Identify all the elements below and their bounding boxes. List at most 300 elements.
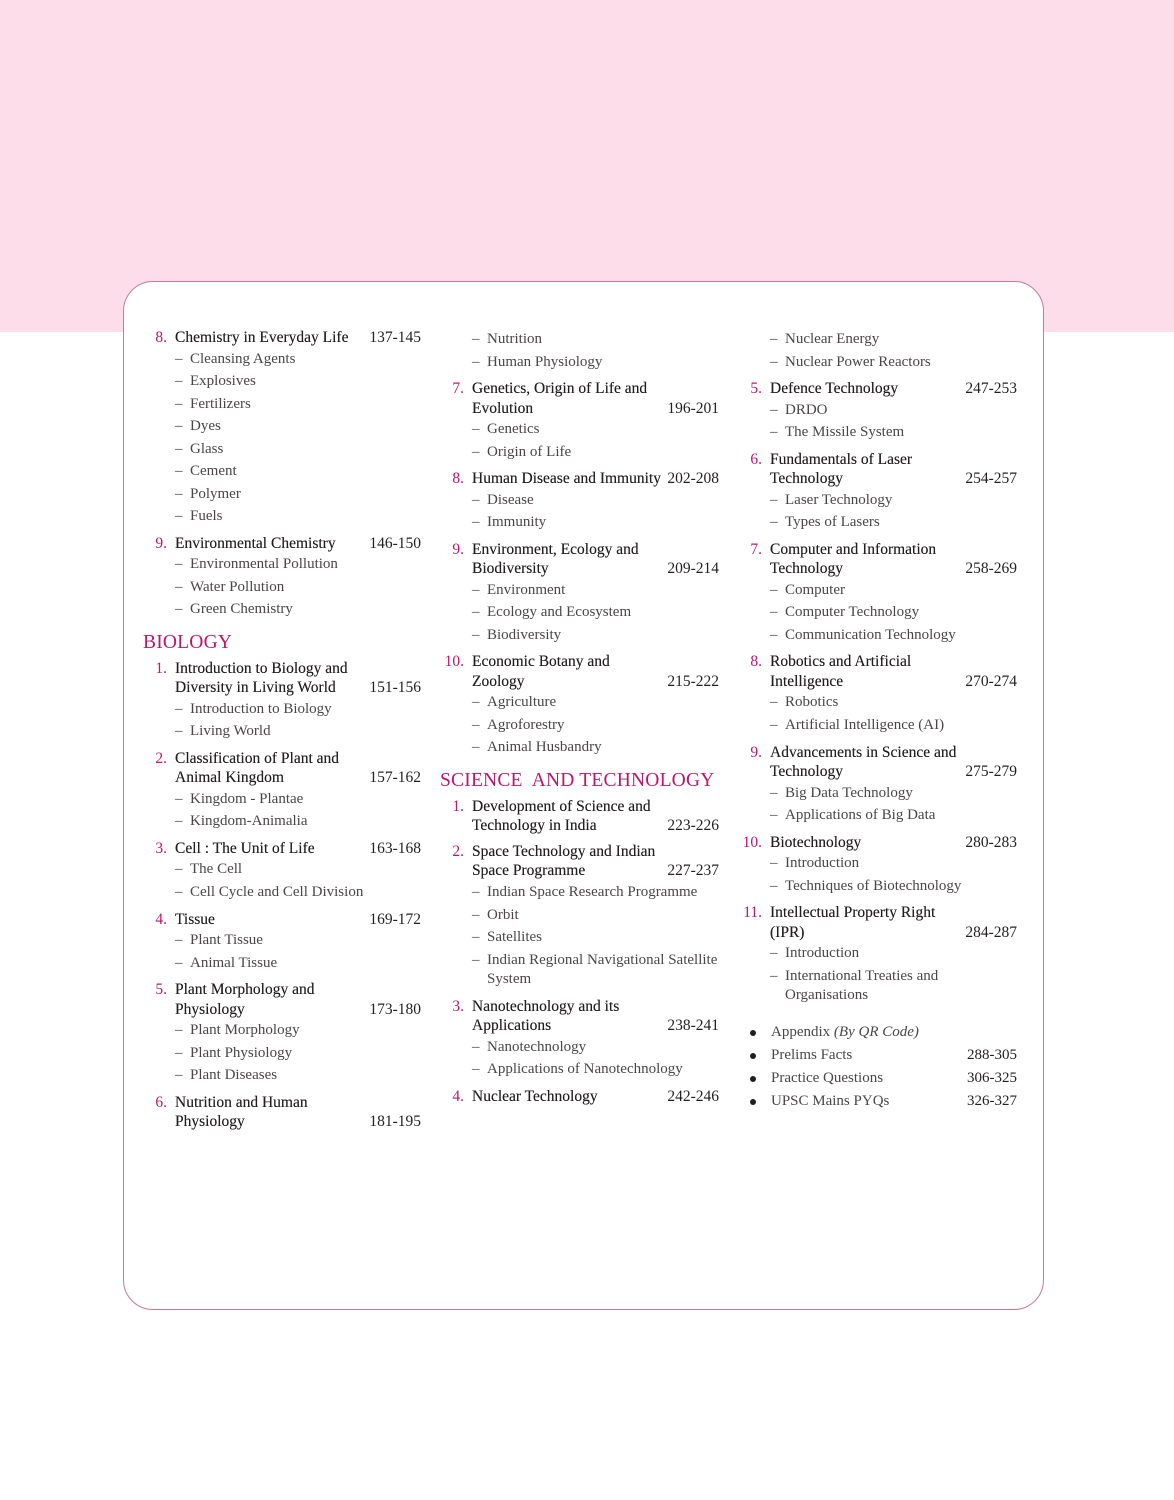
dash-icon: –: [770, 581, 778, 598]
sub-topic[interactable]: [738, 399, 1017, 422]
sub-topic-label: Biodiversity: [487, 626, 562, 643]
sub-topic-label: Applications of Nanotechnology: [487, 1061, 683, 1077]
dash-icon: –: [175, 373, 183, 389]
sub-topic[interactable]: [738, 489, 1017, 512]
dash-icon: –: [472, 353, 480, 370]
sub-topic[interactable]: [738, 579, 1017, 602]
sub-topic-label: Agriculture: [487, 694, 557, 710]
sub-topic-label: Plant Diseases: [190, 1067, 278, 1083]
sub-topic-label: Plant Physiology: [190, 1044, 293, 1061]
sub-topic[interactable]: [143, 505, 421, 528]
chapter-entry[interactable]: [738, 540, 1017, 647]
sub-topic-label: Animal Husbandry: [487, 739, 602, 755]
chapter-number: 7.: [452, 380, 464, 397]
chapter-title: Nuclear Technology: [472, 1088, 598, 1105]
chapter-heading[interactable]: [143, 1093, 421, 1132]
entry-list: [440, 797, 719, 1107]
entry-list: [738, 379, 1017, 1007]
sub-topic-list: [738, 942, 1017, 1007]
chapter-number: 7.: [750, 540, 762, 558]
chapter-title: Environment, Ecology and Biodiversity: [472, 540, 639, 577]
dash-icon: –: [175, 700, 183, 717]
sub-topic[interactable]: [440, 351, 719, 374]
sub-topic-label: The Cell: [190, 861, 243, 877]
chapter-title: Nanotechnology and its Applications: [472, 997, 620, 1034]
sub-topic[interactable]: [738, 691, 1017, 714]
sub-topic[interactable]: [440, 511, 719, 534]
chapter-heading[interactable]: [143, 980, 421, 1019]
chapter-number: 8.: [750, 653, 762, 670]
sub-topic-list: [143, 698, 421, 743]
sub-topic-label: Cement: [190, 463, 237, 479]
chapter-entry[interactable]: [143, 328, 421, 528]
sub-topic[interactable]: [440, 489, 719, 512]
sub-topic[interactable]: [143, 460, 421, 483]
sub-topic[interactable]: [440, 579, 719, 602]
sub-topic-label: Nuclear Power Reactors: [785, 353, 931, 370]
chapter-entry[interactable]: [440, 540, 719, 647]
dash-icon: –: [770, 716, 778, 733]
dash-icon: –: [472, 716, 480, 733]
sub-topic[interactable]: [738, 511, 1017, 534]
sub-topic-label: Orbit: [487, 906, 519, 923]
chapter-heading[interactable]: [738, 833, 1017, 853]
chapter-pages: 223-226: [667, 817, 719, 834]
sub-topic[interactable]: [143, 858, 421, 881]
carry-sub-list: [738, 328, 1017, 373]
sub-topic-list: [143, 929, 421, 974]
dash-icon: –: [770, 353, 778, 370]
sub-topic[interactable]: [143, 720, 421, 743]
chapter-entry[interactable]: [143, 534, 421, 621]
sub-topic[interactable]: [440, 1058, 719, 1081]
sub-topic[interactable]: [143, 415, 421, 438]
carry-sub-list: [440, 328, 719, 373]
dash-icon: –: [472, 604, 480, 620]
chapter-number: 6.: [155, 1093, 167, 1111]
dash-icon: –: [770, 401, 778, 418]
chapter-number: 9.: [750, 743, 762, 761]
dash-icon: –: [472, 421, 480, 437]
entry-list: [143, 659, 421, 1132]
chapter-title: Genetics, Origin of Life and Evolution: [472, 380, 648, 417]
sub-topic-label: Agroforestry: [487, 716, 565, 733]
chapter-title: Human Disease and Immunity: [472, 470, 661, 487]
sub-topic-label: Kingdom - Plantae: [190, 790, 304, 807]
sub-topic-label: Computer: [785, 581, 845, 598]
dash-icon: –: [175, 1067, 183, 1083]
chapter-entry[interactable]: [440, 1087, 719, 1107]
sub-topic-label: Computer Technology: [785, 604, 920, 620]
appendix-item[interactable]: [738, 1067, 1017, 1090]
sub-topic-label: Genetics: [487, 421, 540, 437]
sub-topic-label: Environmental Pollution: [190, 556, 338, 572]
chapter-number: 4.: [452, 1088, 464, 1105]
sub-topic[interactable]: [143, 698, 421, 721]
sub-topic[interactable]: [143, 483, 421, 506]
appendix-item[interactable]: [738, 1044, 1017, 1067]
contents-column-3: [738, 328, 1017, 1113]
chapter-title: Defence Technology: [770, 380, 899, 397]
chapter-number: 8.: [452, 470, 464, 487]
sub-topic[interactable]: [143, 810, 421, 833]
sub-topic-list: [738, 691, 1017, 737]
chapter-pages: 227-237: [667, 862, 719, 879]
dash-icon: –: [770, 514, 778, 530]
sub-topic-list: [738, 489, 1017, 534]
dash-icon: –: [770, 807, 778, 823]
sub-topic[interactable]: [738, 714, 1017, 737]
chapter-title: Chemistry in Everyday Life: [175, 329, 349, 346]
sub-topic-label: Artificial Intelligence (AI): [785, 716, 945, 733]
chapter-number: 2.: [452, 842, 464, 860]
chapter-number: 3.: [155, 839, 167, 857]
sub-topic[interactable]: [738, 421, 1017, 444]
sub-topic[interactable]: [143, 348, 421, 371]
sub-topic-label: Techniques of Biotechnology: [785, 877, 962, 894]
chapter-entry[interactable]: [738, 743, 1017, 827]
chapter-pages: 258-269: [965, 560, 1017, 577]
dash-icon: –: [472, 906, 480, 923]
sub-topic[interactable]: [440, 714, 719, 737]
chapter-pages: 196-201: [667, 399, 719, 417]
chapter-title: Environmental Chemistry: [175, 534, 336, 552]
dash-icon: –: [770, 626, 778, 643]
sub-topic[interactable]: [440, 601, 719, 624]
dash-icon: –: [175, 556, 183, 572]
dash-icon: –: [472, 883, 480, 900]
chapter-pages: 163-168: [369, 839, 421, 857]
dash-icon: –: [175, 813, 183, 829]
chapter-pages: 215-222: [667, 672, 719, 690]
dash-icon: –: [770, 855, 778, 871]
chapter-entry[interactable]: [440, 797, 719, 836]
chapter-pages: 137-145: [369, 329, 421, 346]
chapter-number: 2.: [155, 749, 167, 767]
sub-topic-label: Immunity: [487, 514, 547, 530]
chapter-heading[interactable]: [143, 328, 421, 348]
chapter-number: 4.: [155, 910, 167, 928]
chapter-heading[interactable]: [738, 903, 1017, 942]
sub-topic[interactable]: [440, 1036, 719, 1059]
dash-icon: –: [175, 954, 183, 971]
sub-topic[interactable]: [143, 929, 421, 952]
sub-topic-label: Green Chemistry: [190, 601, 293, 617]
dash-icon: –: [472, 581, 480, 598]
dash-icon: –: [770, 967, 778, 984]
sub-topic-label: Robotics: [785, 694, 839, 710]
chapter-entry[interactable]: [738, 379, 1017, 444]
chapter-title: Classification of Plant and Animal Kingdom: [175, 749, 340, 786]
chapter-entry[interactable]: [143, 659, 421, 743]
sub-topic[interactable]: [738, 601, 1017, 624]
chapter-pages: 254-257: [965, 470, 1017, 487]
chapter-pages: 284-287: [965, 923, 1017, 941]
sub-topic[interactable]: [738, 351, 1017, 374]
dash-icon: –: [175, 485, 183, 502]
sub-topic-list: [143, 858, 421, 904]
sub-topic-list: [440, 579, 719, 647]
sub-topic[interactable]: [738, 782, 1017, 805]
sub-topic-label: Glass: [190, 440, 224, 457]
sub-topic-label: Big Data Technology: [785, 784, 913, 801]
sub-topic[interactable]: [440, 926, 719, 949]
sub-topic[interactable]: [738, 965, 1017, 1007]
sub-topic[interactable]: [143, 438, 421, 461]
chapter-pages: 173-180: [369, 1000, 421, 1018]
sub-topic[interactable]: [143, 881, 421, 904]
sub-topic-label: Human Physiology: [487, 353, 603, 370]
sub-topic-label: Explosives: [190, 373, 256, 389]
sub-topic[interactable]: [143, 393, 421, 416]
appendix-pages: 306-325: [967, 1069, 1017, 1086]
chapter-heading[interactable]: [738, 450, 1017, 489]
sub-topic[interactable]: [143, 598, 421, 621]
appendix-label: Prelims Facts: [771, 1046, 853, 1063]
chapter-pages: 181-195: [369, 1113, 421, 1130]
appendix-item[interactable]: [738, 1090, 1017, 1113]
chapter-number: 6.: [750, 450, 762, 468]
sub-topic-list: [440, 1036, 719, 1082]
dash-icon: –: [770, 945, 778, 961]
section-heading-biology: BIOLOGY: [143, 631, 233, 653]
sub-topic-label: The Missile System: [785, 424, 905, 440]
dash-icon: –: [472, 626, 480, 643]
dash-icon: –: [472, 514, 480, 530]
chapter-entry[interactable]: [143, 839, 421, 904]
dash-icon: –: [175, 723, 183, 739]
dash-icon: –: [770, 784, 778, 801]
dash-icon: –: [175, 350, 183, 367]
sub-topic[interactable]: [440, 624, 719, 647]
chapter-pages: 202-208: [667, 470, 719, 487]
sub-topic-label: Polymer: [190, 485, 241, 502]
chapter-heading[interactable]: [143, 910, 421, 930]
chapter-heading[interactable]: [440, 797, 719, 836]
sub-topic-list: [440, 489, 719, 534]
chapter-title: Introduction to Biology and Diversity in Living World: [175, 659, 348, 696]
appendix-label: Appendix: [771, 1023, 831, 1040]
chapter-heading[interactable]: [738, 743, 1017, 782]
dash-icon: –: [472, 1061, 480, 1077]
sub-topic-label: Animal Tissue: [190, 954, 278, 971]
dash-icon: –: [175, 1044, 183, 1061]
chapter-pages: 157-162: [369, 769, 421, 786]
chapter-title: Development of Science and Technology in India: [472, 797, 651, 834]
sub-topic-label: Ecology and Ecosystem: [487, 604, 632, 620]
chapter-pages: 209-214: [667, 560, 719, 577]
chapter-number: 5.: [155, 981, 167, 998]
chapter-pages: 247-253: [965, 380, 1017, 397]
chapter-heading[interactable]: [440, 842, 719, 881]
sub-topic[interactable]: [143, 576, 421, 599]
chapter-pages: 242-246: [667, 1088, 719, 1105]
sub-topic-list: [440, 418, 719, 463]
chapter-title: Economic Botany and Zoology: [472, 653, 610, 690]
sub-topic-label: Indian Regional Navigational Satellite System: [487, 951, 718, 987]
chapter-number: 10.: [742, 833, 762, 851]
chapter-entry[interactable]: [440, 469, 719, 534]
chapter-pages: 280-283: [965, 833, 1017, 851]
dash-icon: –: [472, 331, 480, 347]
sub-topic-label: Nutrition: [487, 331, 542, 347]
sub-topic-list: [143, 553, 421, 621]
chapter-heading[interactable]: [440, 469, 719, 489]
dash-icon: –: [770, 331, 778, 347]
dash-icon: –: [770, 877, 778, 894]
sub-topic-label: Nanotechnology: [487, 1038, 587, 1055]
sub-topic[interactable]: [440, 881, 719, 904]
sub-topic-label: Applications of Big Data: [785, 807, 936, 823]
chapter-number: 1.: [452, 797, 464, 815]
sub-topic-label: International Treaties and Organisations: [785, 967, 939, 1003]
sub-topic-list: [738, 782, 1017, 827]
sub-topic-label: Plant Tissue: [190, 932, 263, 948]
appendix-note: (By QR Code): [833, 1023, 919, 1040]
sub-topic[interactable]: [143, 1019, 421, 1042]
bullet-icon: [750, 1030, 756, 1036]
sub-topic[interactable]: [143, 952, 421, 975]
sub-topic-label: Nuclear Energy: [785, 331, 880, 347]
chapter-number: 9.: [452, 540, 464, 558]
chapter-entry[interactable]: [738, 652, 1017, 737]
sub-topic[interactable]: [143, 1064, 421, 1087]
sub-topic-label: Fuels: [190, 508, 223, 524]
chapter-pages: 146-150: [369, 534, 421, 552]
sub-topic-list: [143, 348, 421, 528]
sub-topic-label: DRDO: [785, 401, 828, 418]
chapter-pages: 151-156: [369, 679, 421, 696]
chapter-title: Space Technology and Indian Space Programme: [472, 842, 656, 879]
chapter-number: 5.: [750, 380, 762, 397]
chapter-entry[interactable]: [440, 652, 719, 759]
sub-topic[interactable]: [738, 328, 1017, 351]
dash-icon: –: [770, 491, 778, 508]
appendix-item[interactable]: [738, 1021, 1017, 1044]
sub-topic-label: Kingdom-Animalia: [190, 813, 308, 829]
chapter-pages: 275-279: [965, 763, 1017, 780]
sub-topic[interactable]: [440, 328, 719, 351]
sub-topic[interactable]: [738, 624, 1017, 647]
sub-topic-label: Living World: [190, 723, 271, 739]
entry-list: [143, 328, 421, 621]
sub-topic[interactable]: [738, 942, 1017, 965]
sub-topic-label: Environment: [487, 581, 566, 598]
chapter-entry[interactable]: [143, 749, 421, 833]
sub-topic[interactable]: [143, 788, 421, 811]
dash-icon: –: [175, 418, 183, 434]
sub-topic-label: Cleansing Agents: [190, 350, 296, 367]
dash-icon: –: [175, 578, 183, 595]
chapter-title: Fundamentals of Laser Technology: [770, 450, 913, 487]
bullet-icon: [750, 1053, 756, 1059]
sub-topic[interactable]: [440, 904, 719, 927]
sub-topic[interactable]: [440, 949, 719, 991]
dash-icon: –: [175, 932, 183, 948]
dash-icon: –: [472, 951, 480, 968]
dash-icon: –: [770, 424, 778, 440]
sub-topic[interactable]: [143, 553, 421, 576]
sub-topic-label: Introduction: [785, 855, 860, 871]
chapter-entry[interactable]: [143, 980, 421, 1087]
chapter-heading[interactable]: [143, 839, 421, 859]
dash-icon: –: [175, 440, 183, 457]
chapter-heading[interactable]: [440, 540, 719, 579]
sub-topic-label: Fertilizers: [190, 395, 251, 412]
chapter-heading[interactable]: [440, 652, 719, 691]
dash-icon: –: [175, 861, 183, 877]
sub-topic-label: Types of Lasers: [785, 514, 880, 530]
appendix-label: UPSC Mains PYQs: [771, 1092, 890, 1109]
sub-topic[interactable]: [738, 852, 1017, 875]
chapter-entry[interactable]: [738, 833, 1017, 898]
chapter-pages: 270-274: [965, 672, 1017, 690]
chapter-title: Robotics and Artificial Intelligence: [770, 653, 912, 690]
sub-topic[interactable]: [440, 691, 719, 714]
chapter-number: 3.: [452, 997, 464, 1015]
chapter-pages: 169-172: [369, 910, 421, 928]
sub-topic[interactable]: [440, 418, 719, 441]
sub-topic-label: Introduction to Biology: [190, 700, 332, 717]
chapter-number: 11.: [743, 904, 762, 921]
entry-list: [440, 379, 719, 759]
contents-column-1: [143, 328, 421, 1138]
chapter-entry[interactable]: [738, 450, 1017, 534]
chapter-title: Computer and Information Technology: [770, 540, 937, 577]
sub-topic[interactable]: [738, 875, 1017, 898]
chapter-heading[interactable]: [738, 652, 1017, 691]
sub-topic[interactable]: [143, 370, 421, 393]
chapter-heading[interactable]: [143, 749, 421, 788]
sub-topic-list: [738, 852, 1017, 897]
dash-icon: –: [472, 694, 480, 710]
sub-topic-label: Satellites: [487, 929, 542, 945]
chapter-entry[interactable]: [738, 903, 1017, 1007]
chapter-entry[interactable]: [143, 910, 421, 975]
chapter-entry[interactable]: [440, 997, 719, 1082]
chapter-heading[interactable]: [440, 1087, 719, 1107]
appendix-pages: 288-305: [967, 1046, 1017, 1063]
dash-icon: –: [175, 395, 183, 412]
chapter-heading[interactable]: [440, 379, 719, 418]
chapter-entry[interactable]: [440, 379, 719, 463]
dash-icon: –: [472, 443, 480, 460]
sub-topic-label: Introduction: [785, 945, 860, 961]
sub-topic[interactable]: [440, 441, 719, 464]
dash-icon: –: [472, 929, 480, 945]
chapter-heading[interactable]: [143, 659, 421, 698]
dash-icon: –: [175, 883, 183, 900]
sub-topic-list: [143, 788, 421, 833]
chapter-number: 1.: [155, 659, 167, 677]
dash-icon: –: [472, 1038, 480, 1055]
chapter-entry[interactable]: [143, 1093, 421, 1132]
sub-topic-label: Indian Space Research Programme: [487, 883, 698, 900]
sub-topic[interactable]: [738, 804, 1017, 827]
chapter-entry[interactable]: [440, 842, 719, 991]
chapter-title: Intellectual Property Right (IPR): [770, 904, 936, 941]
sub-topic-label: Disease: [487, 491, 534, 508]
chapter-heading[interactable]: [738, 540, 1017, 579]
sub-topic[interactable]: [143, 1042, 421, 1065]
sub-topic[interactable]: [440, 736, 719, 759]
appendix-list: [738, 1021, 1017, 1113]
dash-icon: –: [472, 491, 480, 508]
chapter-heading[interactable]: [440, 997, 719, 1036]
dash-icon: –: [175, 790, 183, 807]
chapter-heading[interactable]: [143, 534, 421, 554]
chapter-heading[interactable]: [738, 379, 1017, 399]
